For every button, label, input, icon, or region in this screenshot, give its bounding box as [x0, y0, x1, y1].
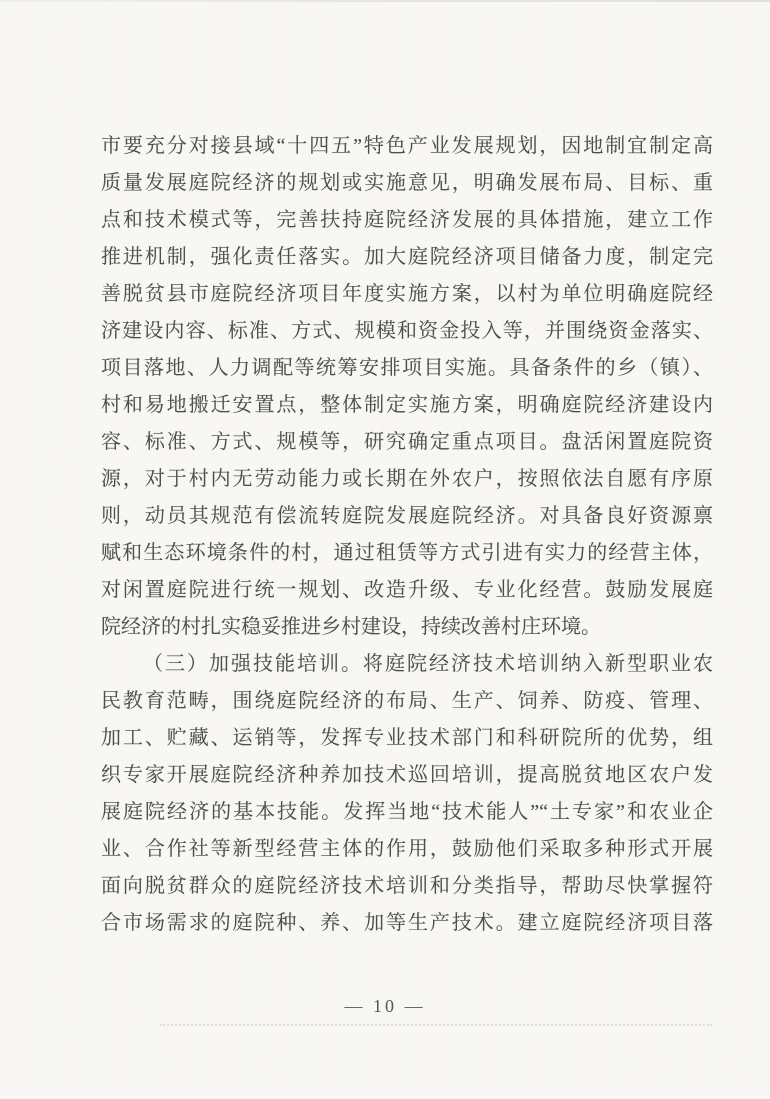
- text-line: 展庭院经济的基本技能。发挥当地“技术能人”“土专家”和农业企: [101, 801, 713, 823]
- text-line: 推进机制，强化责任落实。加大庭院经济项目储备力度，制定完: [101, 246, 713, 268]
- text-line: 点和技术模式等，完善扶持庭院经济发展的具体措施，建立工作: [101, 209, 713, 231]
- text-line: 项目落地、人力调配等统筹安排项目实施。具备条件的乡（镇）、: [101, 357, 713, 379]
- text-line: 合市场需求的庭院种、养、加等生产技术。建立庭院经济项目落: [101, 912, 713, 934]
- page-number: — 10 —: [344, 996, 426, 1016]
- text-line: 面向脱贫群众的庭院经济技术培训和分类指导，帮助尽快掌握符: [101, 875, 713, 897]
- scan-artifact-bottom-speckle: [160, 1024, 712, 1026]
- text-line: 民教育范畴，围绕庭院经济的布局、生产、饲养、防疫、管理、: [101, 690, 713, 712]
- text-line: 村和易地搬迁安置点，整体制定实施方案，明确庭院经济建设内: [101, 394, 713, 416]
- text-line: 市要充分对接县域“十四五”特色产业发展规划，因地制宜制定高: [101, 135, 713, 157]
- text-line: 源，对于村内无劳动能力或长期在外农户，按照依法自愿有序原: [101, 468, 713, 490]
- text-line: 业、合作社等新型经营主体的作用，鼓励他们采取多种形式开展: [101, 838, 713, 860]
- text-line: 善脱贫县市庭院经济项目年度实施方案，以村为单位明确庭院经: [101, 283, 713, 305]
- document-body: [101, 128, 713, 942]
- text-line: 则，动员其规范有偿流转庭院发展庭院经济。对具备良好资源禀: [101, 505, 713, 527]
- text-line: （三）加强技能培训。将庭院经济技术培训纳入新型职业农: [143, 653, 713, 675]
- text-line: 院经济的村扎实稳妥推进乡村建设，持续改善村庄环境。: [101, 616, 601, 638]
- text-line: 织专家开展庭院经济种养加技术巡回培训，提高脱贫地区农户发: [101, 764, 713, 786]
- text-line: 容、标准、方式、规模等，研究确定重点项目。盘活闲置庭院资: [101, 431, 713, 453]
- text-line: 加工、贮藏、运销等，发挥专业技术部门和科研院所的优势，组: [101, 727, 713, 749]
- text-line: 济建设内容、标准、方式、规模和资金投入等，并围绕资金落实、: [101, 320, 713, 342]
- text-line: 赋和生态环境条件的村，通过租赁等方式引进有实力的经营主体，: [101, 542, 713, 564]
- text-line: 对闲置庭院进行统一规划、改造升级、专业化经营。鼓励发展庭: [101, 579, 713, 601]
- scan-artifact-top-edge: [0, 0, 770, 2]
- text-line: 质量发展庭院经济的规划或实施意见，明确发展布局、目标、重: [101, 172, 713, 194]
